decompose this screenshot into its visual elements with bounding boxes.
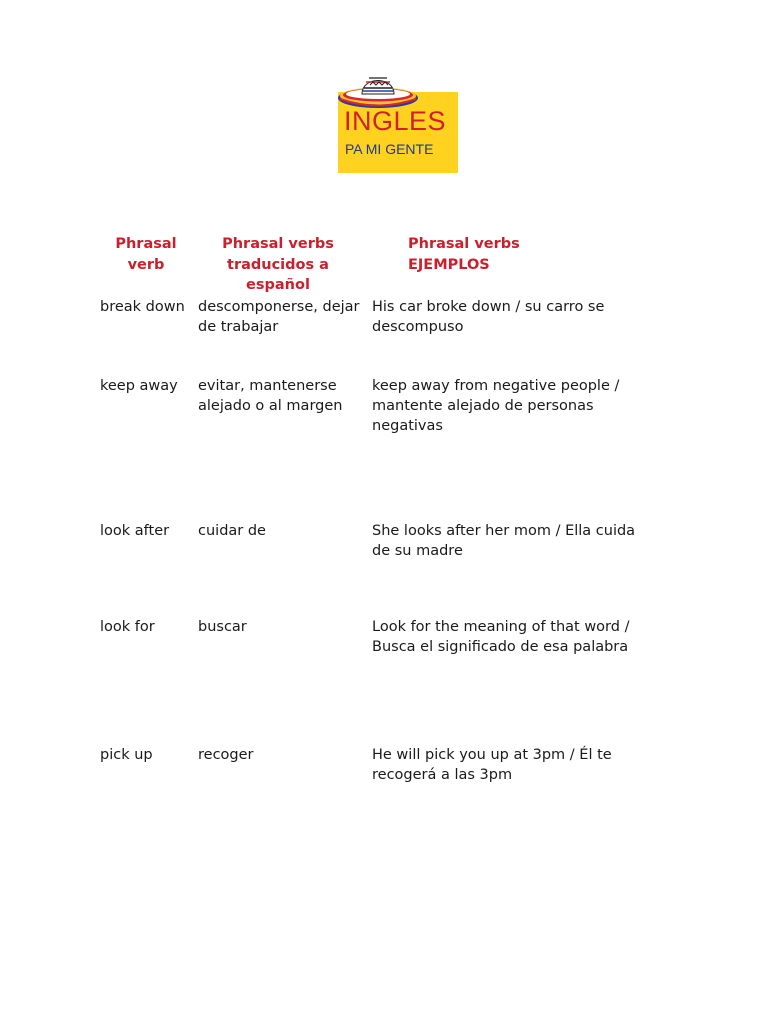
verb-cell: look for: [100, 619, 155, 635]
translation-cell: descomponerse, dejar de trabajar: [198, 299, 360, 335]
example-cell: His car broke down / su carro se descompuso: [372, 299, 605, 335]
logo-title: INGLES: [344, 106, 447, 136]
verb-cell: break down: [100, 299, 185, 315]
example-cell: He will pick you up at 3pm / Él te recogerá a las 3pm: [372, 747, 612, 783]
header-translation: Phrasal verbs traducidos a español: [222, 236, 334, 293]
example-cell: keep away from negative people / mantente alejado de personas negativas: [372, 378, 620, 434]
sombrero-vueltiao-icon: [336, 66, 420, 110]
translation-cell: evitar, mantenerse alejado o al margen: [198, 378, 343, 414]
translation-cell: cuidar de: [198, 523, 266, 539]
header-examples: Phrasal verbs EJEMPLOS: [408, 236, 520, 273]
example-cell: She looks after her mom / Ella cuida de su madre: [372, 523, 636, 559]
translation-cell: recoger: [198, 747, 254, 763]
header-phrasal-verb: Phrasal verb: [115, 236, 177, 273]
verb-cell: pick up: [100, 747, 153, 763]
ingles-pa-mi-gente-logo: [336, 66, 458, 173]
logo-subtitle: PA MI GENTE: [345, 141, 434, 157]
verb-cell: keep away: [100, 378, 178, 394]
example-cell: Look for the meaning of that word / Busca el significado de esa palabra: [372, 619, 630, 655]
translation-cell: buscar: [198, 619, 247, 635]
verb-cell: look after: [100, 523, 170, 539]
